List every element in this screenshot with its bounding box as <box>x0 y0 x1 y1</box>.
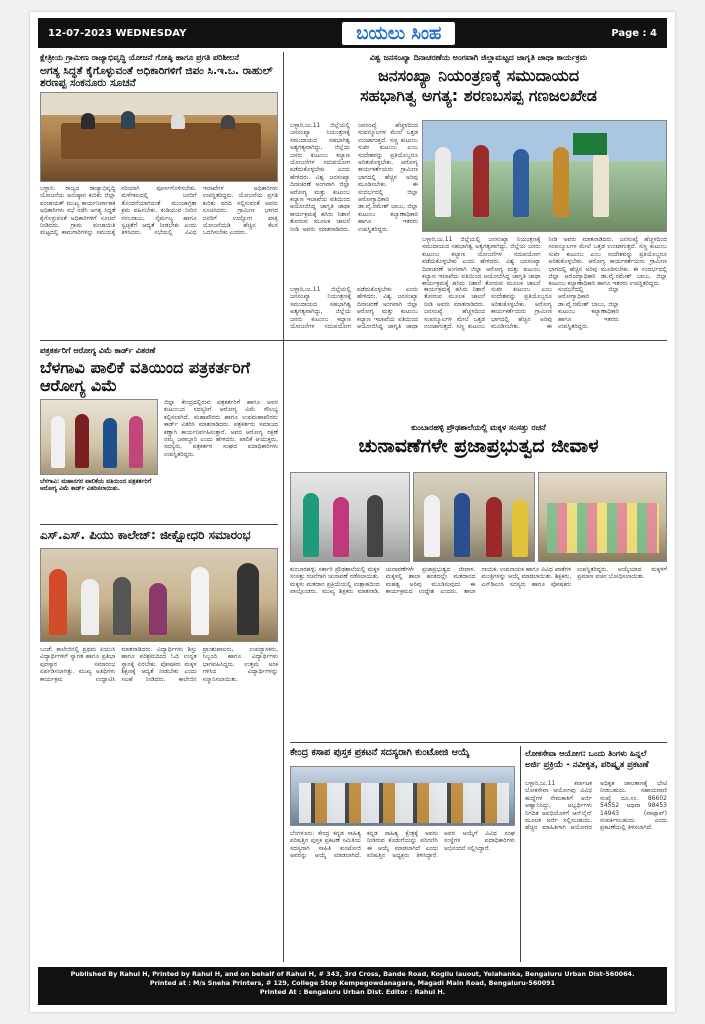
story-population-body-b: ಬಳ್ಳಾರಿ,ಜು.11 ಜಿಲ್ಲೆಯಲ್ಲಿ ಜನಸಂಖ್ಯಾ ನಿಯಂತ್ರಣಕ್ಕೆ ಸಮುದಾಯದ ಸಹಭಾಗಿತ್ವ ಅತ್ಯಗತ್ಯವಾಗಿದ್ದು, ಜಿಲ್ಲೆಯ ಜನರು ಕುಟುಂಬ ಕಲ್ಯಾಣ ಯೋಜನೆಗಳ ಸದುಪಯೋಗ ಪಡೆದುಕೊಳ್ಳಬೇಕು ಎಂದು ಹೇಳಿದರು. ವಿಶ್ವ ಜನಸಂಖ್ಯಾ ದಿನಾಚರಣೆ ಅಂಗವಾಗಿ ಜಿಲ್ಲಾ ಆರೋಗ್ಯ ಮತ್ತು ಕುಟುಂಬ ಕಲ್ಯಾಣ ಇಲಾಖೆಯ ವತಿಯಿಂದ ಆಯೋಜಿಸಿದ್ದ ಜಾಗೃತಿ ಜಾಥಾ ಕಾರ್ಯಕ್ರಮಕ್ಕೆ ಹಸಿರು ನಿಶಾನೆ ತೋರುವ ಮೂಲಕ ಚಾಲನೆ ನೀಡಿ ಅವರು ಮಾತನಾಡಿದರು. ಜನಸಂಖ್ಯೆ ಹೆಚ್ಚಳದಿಂದ ಸಂಪನ್ಮೂಲಗಳ ಮೇಲೆ ಒತ್ತಡ ಉಂಟಾಗುತ್ತದೆ. ಸಣ್ಣ ಕುಟುಂಬ ಸುಖೀ ಕುಟುಂಬ ಎಂಬ ಸಂದೇಶವನ್ನು ಪ್ರತಿಯೊಬ್ಬರೂ ಅರಿತುಕೊಳ್ಳಬೇಕು. ಆರೋಗ್ಯ ಕಾರ್ಯಕರ್ತೆಯರು ಗ್ರಾಮೀಣ ಭಾಗದಲ್ಲಿ ಹೆಚ್ಚಿನ ಅರಿವು ಮೂಡಿಸಬೇಕು. ಈ ಸಂದರ್ಭದಲ್ಲಿ ಜಿಲ್ಲಾ ಆರೋಗ್ಯಾಧಿಕಾರಿ ಡಾ.ವೈ.ರಮೇಶ್ ಬಾಬು, ಜಿಲ್ಲಾ ಕುಟುಂಬ ಕಲ್ಯಾಣಾಧಿಕಾರಿ ಹಾಗೂ ಇತರರು ಉಪಸ್ಥಿತರಿದ್ದರು. <box>422 236 667 288</box>
masthead <box>38 18 667 48</box>
election-photo-2 <box>413 472 535 562</box>
story-kpsc-headline: ಅರ್ಜಿ ಪ್ರಕ್ರಿಯೆ - ನವೀಕೃತ, ಪರಿಷ್ಕೃತ ಪ್ರಕಟಣೆ <box>525 760 649 770</box>
story-election-headline: ಚುನಾವಣೆಗಳೇ ಪ್ರಜಾಪ್ರಭುತ್ವದ ಜೀವಾಳ <box>358 435 599 457</box>
story-population-headline-2: ಸಹಭಾಗಿತ್ವ ಅಗತ್ಯ: ಶರಣಬಸಪ್ಪ ಗಣಜಲಖೇಡ <box>360 85 597 105</box>
page-number: Page : 4 <box>611 27 657 39</box>
section-divider-2 <box>40 524 278 525</box>
story-kasapa-body: ಬೆಂಗಳೂರು: ಕೇಂದ್ರ ಕನ್ನಡ ಸಾಹಿತ್ಯ ಪರಿಷತ್ತಿನ ಪುಸ್ತಕ ಪ್ರಕಟಣೆ ಸಮಿತಿಯ ಸದಸ್ಯರಾಗಿ ಸಾಹಿತಿ ಕುಂಟೋಜಿ ಅವರನ್ನು ಆಯ್ಕೆ ಮಾಡಲಾಗಿದೆ. ಕನ್ನಡ ಸಾಹಿತ್ಯ ಕ್ಷೇತ್ರಕ್ಕೆ ಅವರು ನೀಡಿರುವ ಕೊಡುಗೆಯನ್ನು ಪರಿಗಣಿಸಿ ಈ ಆಯ್ಕೆ ಮಾಡಲಾಗಿದೆ ಎಂದು ಪರಿಷತ್ತಿನ ಅಧ್ಯಕ್ಷರು ತಿಳಿಸಿದ್ದಾರೆ. ಅವರ ಆಯ್ಕೆಗೆ ವಿವಿಧ ಸಂಘ ಸಂಸ್ಥೆಗಳ ಪದಾಧಿಕಾರಿಗಳು ಅಭಿನಂದನೆ ಸಲ್ಲಿಸಿದ್ದಾರೆ. <box>290 830 515 860</box>
section-divider-3 <box>290 742 667 743</box>
college-photo <box>40 548 278 642</box>
newspaper-logo: ಬಯಲು ಸಿಂಹ <box>342 22 455 45</box>
issue-date: 12-07-2023 WEDNESDAY <box>48 27 187 39</box>
story-election <box>290 422 667 457</box>
story-meeting-body: ಬಳ್ಳಾರಿ: ರಾಜ್ಯದ ರಾಜ್ಯಾಭಿವೃದ್ಧಿ ಯೋಜನೆಯ ಅನುಷ್ಠಾನ ಕುರಿತು ಜಿಲ್ಲಾ ಪಂಚಾಯತ್ ಮುಖ್ಯ ಕಾರ್ಯನಿರ್ವಾಹಕ ಅಧಿಕಾರಿಗಳು ಸಭೆ ನಡೆಸಿ ಅಗತ್ಯ ಸಿದ್ಧತೆ ಕೈಗೊಳ್ಳುವಂತೆ ಅಧಿಕಾರಿಗಳಿಗೆ ಸೂಚನೆ ನೀಡಿದರು. ಗ್ರಾಮ ಪಂಚಾಯಿತಿ ಮಟ್ಟದಲ್ಲಿ ಕಾಮಗಾರಿಗಳನ್ನು ಸಮಯಕ್ಕೆ ಸರಿಯಾಗಿ ಪೂರ್ಣಗೊಳಿಸಬೇಕು. ಮಳೆಗಾಲದಲ್ಲಿ ಜನರಿಗೆ ತೊಂದರೆಯಾಗದಂತೆ ಮುಂಜಾಗ್ರತಾ ಕ್ರಮ ವಹಿಸಬೇಕು. ಕುಡಿಯುವ ನೀರಿನ ಸರಬರಾಜು, ನೈರ್ಮಲ್ಯ ಹಾಗೂ ಸ್ವಚ್ಛತೆಗೆ ಆದ್ಯತೆ ನೀಡಬೇಕು ಎಂದು ತಿಳಿಸಿದರು. ಸಭೆಯಲ್ಲಿ ವಿವಿಧ ಇಲಾಖೆಗಳ ಅಧಿಕಾರಿಗಳು ಉಪಸ್ಥಿತರಿದ್ದರು. ಯೋಜನೆಯ ಪ್ರಗತಿ ಕುರಿತು ವರದಿ ಸಲ್ಲಿಸುವಂತೆ ಅವರು ಸೂಚಿಸಿದರು. ಗ್ರಾಮೀಣ ಭಾಗದ ಜನರಿಗೆ ಉದ್ಯೋಗ ಖಾತ್ರಿ ಯೋಜನೆಯಡಿ ಹೆಚ್ಚಿನ ಕೆಲಸ ಒದಗಿಸಬೇಕು ಎಂದರು. <box>40 185 278 237</box>
story-kpsc <box>525 748 667 771</box>
story-insurance-kicker: ಪತ್ರಕರ್ತರಿಗೆ ಆರೋಗ್ಯ ವಿಮೆ ಕಾರ್ಡ್ ವಿತರಣೆ <box>40 346 156 355</box>
imprint-line-3: Printed At : Bengaluru Urban Dist. Editor : Rahul H. <box>259 988 446 996</box>
story-insurance <box>40 345 278 395</box>
story-college-body: ಬಂಡೆ: ಕಾಲೇಜಿನಲ್ಲಿ ಪ್ರಥಮ ಪಿಯುಸಿ ವಿದ್ಯಾರ್ಥಿಗಳಿಗೆ ಸ್ವಾಗತ ಹಾಗೂ ಪ್ರತಿಭಾ ಪುರಸ್ಕಾರ ಸಮಾರಂಭ ಏರ್ಪಡಿಸಲಾಗಿತ್ತು. ಮುಖ್ಯ ಅತಿಥಿಗಳು ಕಾರ್ಯಕ್ರಮ ಉದ್ಘಾಟಿಸಿ ಮಾತನಾಡಿದರು. ವಿದ್ಯಾರ್ಥಿಗಳು ಶಿಸ್ತು ಹಾಗೂ ಪರಿಶ್ರಮದಿಂದ ಓದಿ ಉನ್ನತ ಸ್ಥಾನಕ್ಕೆ ಏರಬೇಕು. ಪೋಷಕರು ಮಕ್ಕಳ ಶಿಕ್ಷಣಕ್ಕೆ ಆದ್ಯತೆ ನೀಡಬೇಕು ಎಂದು ಸಲಹೆ ನೀಡಿದರು. ಕಾಲೇಜಿನ ಪ್ರಾಂಶುಪಾಲರು, ಉಪನ್ಯಾಸಕರು, ಸಿಬ್ಬಂದಿ ಹಾಗೂ ವಿದ್ಯಾರ್ಥಿಗಳು ಭಾಗವಹಿಸಿದ್ದರು. ಉತ್ತಮ ಅಂಕ ಗಳಿಸಿದ ವಿದ್ಯಾರ್ಥಿಗಳನ್ನು ಸನ್ಮಾನಿಸಲಾಯಿತು. <box>40 646 278 683</box>
story-kpsc-kicker: ಲೋಕಸೇವಾ ಆಯೋಗ: ಒಂದು ತಿಂಗಳು ಹಿನ್ನಲೆ <box>525 749 647 758</box>
insurance-caption: ಬೆಳಗಾವಿ: ಮಹಾನಗರ ಪಾಲಿಕೆಯ ವತಿಯಿಂದ ಪತ್ರಕರ್ತರಿಗೆ ಆರೋಗ್ಯ ವಿಮೆ ಕಾರ್ಡ್ ವಿತರಿಸಲಾಯಿತು. <box>40 478 152 492</box>
election-photo-1 <box>290 472 410 562</box>
story-kasapa-headline: ಕೇಂದ್ರ ಕಸಾಪ ಪುಸ್ತಕ ಪ್ರಕಟನೆ ಸದಸ್ಯರಾಗಿ ಕುಂಟೋಜಿ ಆಯ್ಕೆ <box>290 747 470 758</box>
story-insurance-body: ಜಿಲ್ಲಾ ಕೇಂದ್ರದಲ್ಲಿರುವ ಪತ್ರಕರ್ತರಿಗೆ ಹಾಗೂ ಅವರ ಕುಟುಂಬದ ಸದಸ್ಯರಿಗೆ ಆರೋಗ್ಯ ವಿಮೆ ಸೌಲಭ್ಯ ಕಲ್ಪಿಸಲಾಗಿದೆ. ಮಹಾಪೌರರು ಹಾಗೂ ಉಪಮಹಾಪೌರರು ಕಾರ್ಡ್ ವಿತರಿಸಿ ಮಾತನಾಡಿದರು. ಪತ್ರಕರ್ತರು ಸಮಾಜದ ಕಣ್ಣಾಗಿ ಕಾರ್ಯನಿರ್ವಹಿಸುತ್ತಾರೆ. ಅವರ ಆರೋಗ್ಯ ರಕ್ಷಣೆ ನಮ್ಮ ಜವಾಬ್ದಾರಿ ಎಂದು ಹೇಳಿದರು. ಪಾಲಿಕೆ ಆಯುಕ್ತರು, ಸದಸ್ಯರು, ಪತ್ರಕರ್ತರ ಸಂಘದ ಪದಾಧಿಕಾರಿಗಳು ಉಪಸ್ಥಿತರಿದ್ದರು. <box>164 399 278 458</box>
story-kpsc-body: ಬಳ್ಳಾರಿ,ಜು.11 ಕರ್ನಾಟಕ ಲೋಕಸೇವಾ ಆಯೋಗವು ವಿವಿಧ ಹುದ್ದೆಗಳ ನೇಮಕಾತಿಗೆ ಅರ್ಜಿ ಆಹ್ವಾನಿಸಿದ್ದು, ಅಭ್ಯರ್ಥಿಗಳು ನಿಗದಿತ ಅವಧಿಯೊಳಗೆ ಆನ್‌ಲೈನ್ ಮೂಲಕ ಅರ್ಜಿ ಸಲ್ಲಿಸಬಹುದು. ಹೆಚ್ಚಿನ ಮಾಹಿತಿಗಾಗಿ ಆಯೋಗದ ಅಧಿಕೃತ ಜಾಲತಾಣಕ್ಕೆ ಭೇಟಿ ನೀಡಬಹುದು. ಸಹಾಯವಾಣಿ ಸಂಖ್ಯೆ ದೂ.ಸಂ. 86602 54552 ಅಥವಾ 98453 14943 (ವಾಟ್ಸಾಪ್) ಸಂಪರ್ಕಿಸಬಹುದು ಎಂದು ಪ್ರಕಟಣೆಯಲ್ಲಿ ತಿಳಿಸಲಾಗಿದೆ. <box>525 780 667 832</box>
newspaper-page <box>30 12 675 1012</box>
meeting-photo <box>40 92 278 182</box>
story-college-headline: ಎಸ್.ಎಸ್. ಪಿಯು ಕಾಲೇಜ್: ಜೀಕ್ಷೋಧರಿ ಸಮಾರಂಭ <box>40 528 251 542</box>
column-divider-2 <box>283 345 284 962</box>
imprint-footer <box>38 967 667 1005</box>
story-election-kicker: ಕುಂಬಾರಹಳ್ಳಿ ಪ್ರೌಢಶಾಲೆಯಲ್ಲಿ ಮಕ್ಕಳ ಸಂಸತ್ತು ರಚನೆ <box>411 423 546 432</box>
story-election-body: ಕುಂಬಾರಹಳ್ಳಿ: ಸರ್ಕಾರಿ ಪ್ರೌಢಶಾಲೆಯಲ್ಲಿ ಮಕ್ಕಳ ಸಂಸತ್ತು ರಚನೆಗಾಗಿ ಚುನಾವಣೆ ನಡೆಸಲಾಯಿತು. ಮಕ್ಕಳು ಮತದಾನ ಪ್ರಕ್ರಿಯೆಯಲ್ಲಿ ಉತ್ಸಾಹದಿಂದ ಪಾಲ್ಗೊಂಡರು. ಮುಖ್ಯ ಶಿಕ್ಷಕರು ಮಾತನಾಡಿ, ಚುನಾವಣೆಗಳೇ ಪ್ರಜಾಪ್ರಭುತ್ವದ ಜೀವಾಳ. ಮಕ್ಕಳಲ್ಲಿ ಶಾಲಾ ಹಂತದಲ್ಲೇ ಮತದಾನದ ಮಹತ್ವ ಅರಿವು ಮೂಡಿಸುವುದು ಈ ಕಾರ್ಯಕ್ರಮದ ಉದ್ದೇಶ ಎಂದರು. ಶಾಲಾ ನಾಯಕ, ಉಪನಾಯಕ ಹಾಗೂ ವಿವಿಧ ಖಾತೆಗಳ ಮಂತ್ರಿಗಳನ್ನು ಆಯ್ಕೆ ಮಾಡಲಾಯಿತು. ಶಿಕ್ಷಕರು, ಎಸ್‌ಡಿಎಂಸಿ ಸದಸ್ಯರು ಹಾಗೂ ಪೋಷಕರು ಉಪಸ್ಥಿತರಿದ್ದರು. ಆಯ್ಕೆಯಾದ ಮಕ್ಕಳಿಗೆ ಪ್ರಮಾಣ ವಚನ ಬೋಧಿಸಲಾಯಿತು. <box>290 566 667 596</box>
story-meeting-headline: ಅಗತ್ಯ ಸಿದ್ಧತೆ ಕೈಗೊಳ್ಳುವಂತೆ ಅಧಿಕಾರಿಗಳಿಗೆ ಜಿಪಂ ಸಿ.ಇ.ಒ. ರಾಹುಲ್ ಶರಣಪ್ಪ ಸಂಕನೂರು ಸೂಚನೆ <box>40 65 273 89</box>
story-population-body-a: ಬಳ್ಳಾರಿ,ಜು.11 ಜಿಲ್ಲೆಯಲ್ಲಿ ಜನಸಂಖ್ಯಾ ನಿಯಂತ್ರಣಕ್ಕೆ ಸಮುದಾಯದ ಸಹಭಾಗಿತ್ವ ಅತ್ಯಗತ್ಯವಾಗಿದ್ದು, ಜಿಲ್ಲೆಯ ಜನರು ಕುಟುಂಬ ಕಲ್ಯಾಣ ಯೋಜನೆಗಳ ಸದುಪಯೋಗ ಪಡೆದುಕೊಳ್ಳಬೇಕು ಎಂದು ಹೇಳಿದರು. ವಿಶ್ವ ಜನಸಂಖ್ಯಾ ದಿನಾಚರಣೆ ಅಂಗವಾಗಿ ಜಿಲ್ಲಾ ಆರೋಗ್ಯ ಮತ್ತು ಕುಟುಂಬ ಕಲ್ಯಾಣ ಇಲಾಖೆಯ ವತಿಯಿಂದ ಆಯೋಜಿಸಿದ್ದ ಜಾಗೃತಿ ಜಾಥಾ ಕಾರ್ಯಕ್ರಮಕ್ಕೆ ಹಸಿರು ನಿಶಾನೆ ತೋರುವ ಮೂಲಕ ಚಾಲನೆ ನೀಡಿ ಅವರು ಮಾತನಾಡಿದರು. ಜನಸಂಖ್ಯೆ ಹೆಚ್ಚಳದಿಂದ ಸಂಪನ್ಮೂಲಗಳ ಮೇಲೆ ಒತ್ತಡ ಉಂಟಾಗುತ್ತದೆ. ಸಣ್ಣ ಕುಟುಂಬ ಸುಖೀ ಕುಟುಂಬ ಎಂಬ ಸಂದೇಶವನ್ನು ಪ್ರತಿಯೊಬ್ಬರೂ ಅರಿತುಕೊಳ್ಳಬೇಕು. ಆರೋಗ್ಯ ಕಾರ್ಯಕರ್ತೆಯರು ಗ್ರಾಮೀಣ ಭಾಗದಲ್ಲಿ ಹೆಚ್ಚಿನ ಅರಿವು ಮೂಡಿಸಬೇಕು. ಈ ಸಂದರ್ಭದಲ್ಲಿ ಜಿಲ್ಲಾ ಆರೋಗ್ಯಾಧಿಕಾರಿ ಡಾ.ವೈ.ರಮೇಶ್ ಬಾಬು, ಜಿಲ್ಲಾ ಕುಟುಂಬ ಕಲ್ಯಾಣಾಧಿಕಾರಿ ಹಾಗೂ ಇತರರು ಉಪಸ್ಥಿತರಿದ್ದರು. <box>290 122 418 233</box>
story-population <box>290 52 667 105</box>
story-insurance-headline: ಬೆಳಗಾವಿ ಪಾಲಿಕೆ ವತಿಯಿಂದ ಪತ್ರಕರ್ತರಿಗೆ ಆರೋಗ್ಯ ವಿಮೆ <box>40 358 251 395</box>
imprint-line-1: Published By Rahul H, Printed by Rahul H, and on behalf of Rahul H, # 343, 3rd Cross, Bande Road, Kogilu lauout, Yelahanka, Bengaluru Urban Dist-560064. <box>70 970 635 978</box>
insurance-photo <box>40 399 158 475</box>
story-population-kicker: ವಿಶ್ವ ಜನಸಂಖ್ಯಾ ದಿನಾಚರಣೆಯ ಅಂಗವಾಗಿ ಜಿಲ್ಲಾಮಟ್ಟದ ಜಾಗೃತಿ ಜಾಥಾ ಕಾರ್ಯಕ್ರಮ <box>369 53 588 62</box>
section-divider <box>40 340 667 341</box>
story-population-headline-1: ಜನಸಂಖ್ಯಾ ನಿಯಂತ್ರಣಕ್ಕೆ ಸಮುದಾಯದ <box>377 66 580 85</box>
imprint-line-2: Printed at : M/s Sneha Printers, # 129, College Stop Kempegowdanagara, Magadi Main Road, Bengaluru-560091 <box>149 979 556 987</box>
rally-photo <box>422 120 667 232</box>
story-population-body-c: ಬಳ್ಳಾರಿ,ಜು.11 ಜಿಲ್ಲೆಯಲ್ಲಿ ಜನಸಂಖ್ಯಾ ನಿಯಂತ್ರಣಕ್ಕೆ ಸಮುದಾಯದ ಸಹಭಾಗಿತ್ವ ಅತ್ಯಗತ್ಯವಾಗಿದ್ದು, ಜಿಲ್ಲೆಯ ಜನರು ಕುಟುಂಬ ಕಲ್ಯಾಣ ಯೋಜನೆಗಳ ಸದುಪಯೋಗ ಪಡೆದುಕೊಳ್ಳಬೇಕು ಎಂದು ಹೇಳಿದರು. ವಿಶ್ವ ಜನಸಂಖ್ಯಾ ದಿನಾಚರಣೆ ಅಂಗವಾಗಿ ಜಿಲ್ಲಾ ಆರೋಗ್ಯ ಮತ್ತು ಕುಟುಂಬ ಕಲ್ಯಾಣ ಇಲಾಖೆಯ ವತಿಯಿಂದ ಆಯೋಜಿಸಿದ್ದ ಜಾಗೃತಿ ಜಾಥಾ ಕಾರ್ಯಕ್ರಮಕ್ಕೆ ಹಸಿರು ನಿಶಾನೆ ತೋರುವ ಮೂಲಕ ಚಾಲನೆ ನೀಡಿ ಅವರು ಮಾತನಾಡಿದರು. ಜನಸಂಖ್ಯೆ ಹೆಚ್ಚಳದಿಂದ ಸಂಪನ್ಮೂಲಗಳ ಮೇಲೆ ಒತ್ತಡ ಉಂಟಾಗುತ್ತದೆ. ಸಣ್ಣ ಕುಟುಂಬ ಸುಖೀ ಕುಟುಂಬ ಎಂಬ ಸಂದೇಶವನ್ನು ಪ್ರತಿಯೊಬ್ಬರೂ ಅರಿತುಕೊಳ್ಳಬೇಕು. ಆರೋಗ್ಯ ಕಾರ್ಯಕರ್ತೆಯರು ಗ್ರಾಮೀಣ ಭಾಗದಲ್ಲಿ ಹೆಚ್ಚಿನ ಅರಿವು ಮೂಡಿಸಬೇಕು. ಈ ಸಂದರ್ಭದಲ್ಲಿ ಜಿಲ್ಲಾ ಆರೋಗ್ಯಾಧಿಕಾರಿ ಡಾ.ವೈ.ರಮೇಶ್ ಬಾಬು, ಜಿಲ್ಲಾ ಕುಟುಂಬ ಕಲ್ಯಾಣಾಧಿಕಾರಿ ಹಾಗೂ ಇತರರು ಉಪಸ್ಥಿತರಿದ್ದರು. <box>290 286 619 331</box>
election-photo-3 <box>538 472 667 562</box>
column-divider-3 <box>520 746 521 962</box>
story-meeting <box>40 52 278 90</box>
kasapa-photo <box>290 766 515 826</box>
story-meeting-kicker: ಕ್ಷೇತ್ರೀಯ ಗ್ರಾಮೀಣ ರಾಜ್ಯಾಭಿವೃದ್ಧಿ ಯೋಜನೆ ಗೋಷ್ಠಿ ಹಾಗೂ ಪ್ರಗತಿ ಪರಿಶೀಲನೆ <box>40 53 239 62</box>
